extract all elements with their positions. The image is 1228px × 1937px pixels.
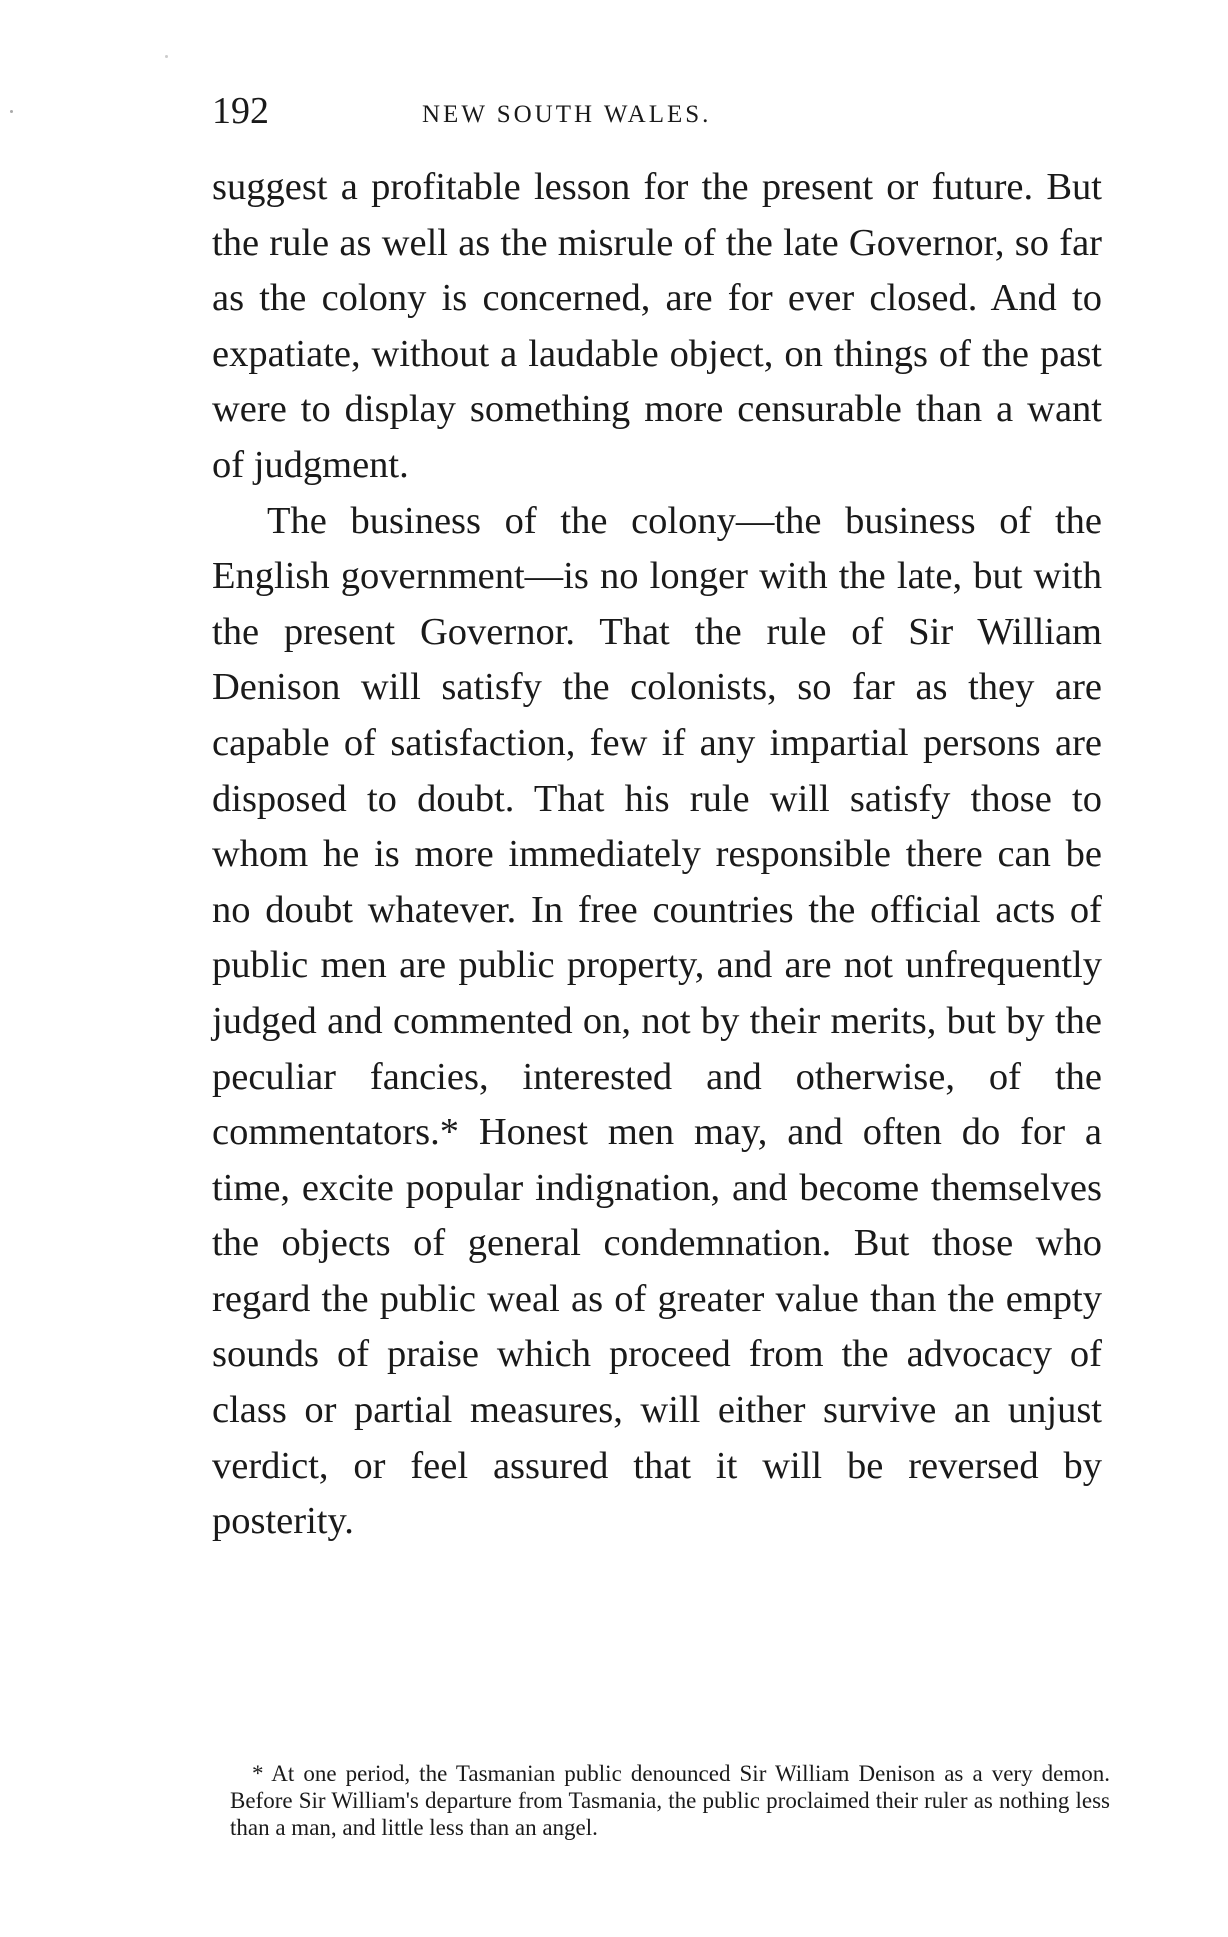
paragraph: suggest a profitable lesson for the present or future. But the rule as well as the misrule of the late Governor, so far as the colony is concerned, are for ever closed. And to expatiate, without a laudable object, on things of the past were to display something more censurable than a want of judgment. [212,166,1102,486]
body-text [212,160,1102,1550]
running-head: NEW SOUTH WALES. [422,101,712,128]
scan-speck [10,110,13,113]
paragraph: The business of the colony—the business of the English government—is no longer with the late, but with the present Governor. That the rule of Sir William Denison will satisfy the colonists, so far as they are capable of satisfaction, few if any impartial persons are disposed to doubt. That his rule will satisfy those to whom he is more immediately responsible there can be no doubt whatever. In free countries the official acts of public men are public property, and are not unfrequently judged and commented on, not by their merits, but by the peculiar fancies, interested and otherwise, of the commentators.* Honest men may, and often do for a time, excite popular indignation, and become themselves the objects of general condemnation. But those who regard the public weal as of greater value than the empty sounds of praise which proceed from the advocacy of class or partial measures, will either survive an unjust verdict, or feel assured that it will be reversed by posterity. [212,499,1102,1543]
scan-speck [165,55,168,58]
page-header [212,86,832,136]
page-number: 192 [212,90,269,132]
footnote: * At one period, the Tasmanian public denounced Sir William Denison as a very demon. Before Sir William's departure from Tasmania, the public proclaimed their ruler as nothing less than a man, and little less than an angel. [230,1761,1110,1840]
